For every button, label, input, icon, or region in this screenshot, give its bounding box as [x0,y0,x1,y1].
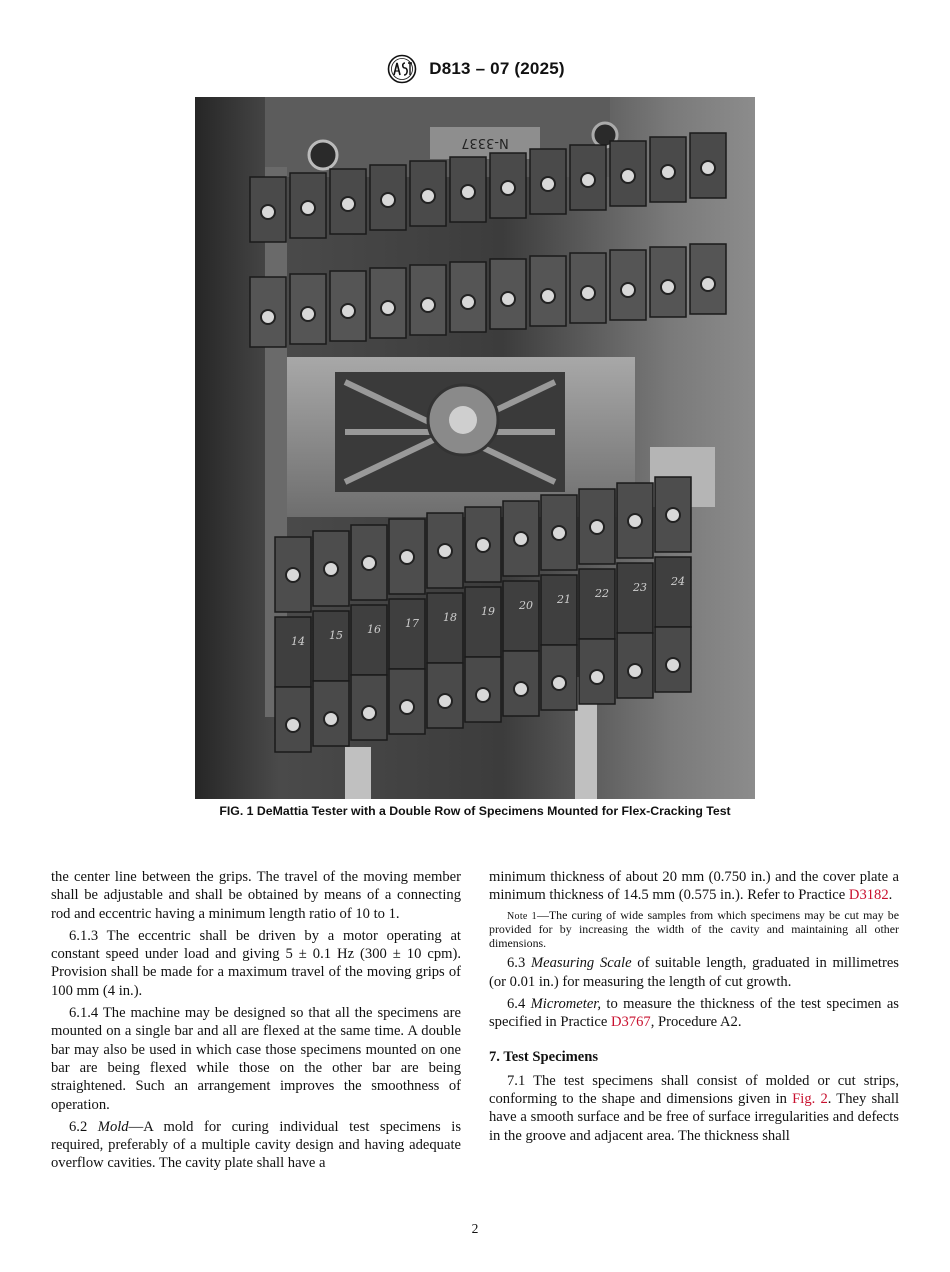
bolt-head [501,181,515,195]
note-1 [489,909,899,951]
left-column [51,868,461,1177]
paragraph-6-4 [489,995,899,1032]
paragraph-end: , Procedure A2. [650,1014,742,1031]
bolt-head [400,700,414,714]
specimen-label: 20 [519,599,533,612]
paragraph-6-2 [51,1118,461,1173]
section-number: 6.3 [507,955,526,972]
page-header [0,54,950,84]
bolt-head [461,295,475,309]
bolt-head [661,280,675,294]
specimen-label: 23 [633,581,647,594]
bolt-head [552,676,566,690]
grip-block [617,563,653,633]
photo-stamp: N-3337 [461,135,509,150]
right-column [489,868,899,1149]
term-mold: Mold [97,1118,129,1135]
bolt-head [362,556,376,570]
paragraph-6-2-continued [489,868,899,905]
paragraph-6-1-3: 6.1.3 The eccentric shall be driven by a motor operating at constant speed under load and giving 5 ± 0.1 Hz (300 ± 10 cpm). Provision shall be made for a maximum travel of the moving grips of 100 mm (4 in.). [51,927,461,999]
figure-caption: FIG. 1 DeMattia Tester with a Double Row of Specimens Mounted for Flex-Cracking Test [219,804,731,818]
bolt-head [301,201,315,215]
bolt-head [341,197,355,211]
bolt-head [438,694,452,708]
bolt-head [324,712,338,726]
specimen-label: 14 [291,635,305,648]
section-number: 6.4 [507,995,526,1012]
bolt-head [476,538,490,552]
bolt-head [541,177,555,191]
specimen-label: 22 [595,587,609,600]
bolt-head [400,550,414,564]
dematia-tester-photo [195,97,755,799]
bolt-head [381,301,395,315]
paragraph-7-1 [489,1072,899,1145]
paragraph-6-1-2-continued: the center line between the grips. The travel of the moving member shall be adjustable and shall be obtained by means of a connecting rod and eccentric having a minimum length ratio of 10 to 1. [51,869,461,922]
bolt-head [621,283,635,297]
bolt-head [701,277,715,291]
bolt-head [341,304,355,318]
bolt-head [590,670,604,684]
bolt-head [286,568,300,582]
section-heading-test-specimens: 7. Test Specimens [489,1048,599,1065]
astm-logo-icon [385,54,419,84]
bolt-head [476,688,490,702]
bolt-head [301,307,315,321]
bolt-head [261,205,275,219]
bolt-head [541,289,555,303]
bolt-head [621,169,635,183]
grip-block [351,605,387,675]
grip-block [655,557,691,627]
specimen-label: 24 [671,575,685,588]
bolt-head [552,526,566,540]
grip-block [579,569,615,639]
note-label: Note 1 [507,910,537,922]
paragraph-text: minimum thickness of about 20 mm (0.750 in.) and the cover plate a minimum thickness of 14.5 mm (0.575 in.). Refer to Practice [489,869,899,904]
bolt-head [581,173,595,187]
term-micrometer: Micrometer, [530,995,602,1012]
page-number: 2 [471,1221,479,1236]
bolt-head [421,298,435,312]
paragraph-text: 7.1 The test specimens shall consist of molded or cut strips, conforming to the shape and dimensions given in [489,1072,899,1108]
grip-block [503,581,539,651]
specimen-label: 19 [481,605,495,618]
specimen-label: 18 [443,611,457,624]
specimen-label: 17 [405,617,419,630]
term-measuring-scale: Measuring Scale [530,955,632,972]
bolt-head [514,532,528,546]
bolt-head [666,658,680,672]
bolt-head [461,185,475,199]
paragraph-end: . [888,887,893,904]
link-d3182[interactable]: D3182 [848,887,889,904]
grip-block [275,617,311,687]
section-number: 6.2 [69,1118,88,1135]
figure-1-photo [195,97,755,799]
grip-block [427,593,463,663]
grip-block [541,575,577,645]
paragraph-text: of suitable length, graduated in millimetres (or 0.01 in.) for measuring the length of cut growth. [489,955,899,990]
bolt-head [438,544,452,558]
paragraph-6-3 [489,954,899,991]
note-text: —The curing of wide samples from which specimens may be cut may be provided for by increasing the width of the cavity and maintaining all other dimensions. [489,907,899,950]
paragraph-6-1-4: 6.1.4 The machine may be designed so that all the specimens are mounted on a single bar and all are flexed at the same time. A double bar may also be used in which case those specimens mounted on one bar are being flexed while those on the other bar are being straightened. Such an arrangement improves the smoothness of operation. [51,1005,461,1113]
bolt-head [628,514,642,528]
bolt-head [381,193,395,207]
grip-block [313,611,349,681]
paragraph-text: —A mold for curing individual test specimens is required, preferably of a multiple cavity design and having adequate overflow cavities. The cavity plate shall have a [51,1118,461,1172]
specimen-label: 21 [557,593,571,606]
bolt-head [661,165,675,179]
specimen-label: 16 [367,623,381,636]
bolt-head [501,292,515,306]
bolt-head [362,706,376,720]
link-d3767[interactable]: D3767 [610,1014,651,1031]
paragraph-text: to measure the thickness of the test specimen as specified in Practice [489,995,899,1031]
bolt-head [324,562,338,576]
bolt-head [421,189,435,203]
bolt-head [628,664,642,678]
link-fig-2[interactable]: Fig. 2 [792,1091,828,1108]
bolt-head [286,718,300,732]
grip-block [465,587,501,657]
document-designation: D813 – 07 (2025) [429,59,565,78]
bolt-head [666,508,680,522]
paragraph-end: . They shall have a smooth surface and be free of surface irregularities and defects in the groove and adjacent area. The thickness shall [489,1091,900,1144]
bolt-head [590,520,604,534]
specimen-label: 15 [329,629,343,642]
bolt-head [701,161,715,175]
bolt-head [581,286,595,300]
bolt-head [514,682,528,696]
bolt-head [261,310,275,324]
grip-block [389,599,425,669]
